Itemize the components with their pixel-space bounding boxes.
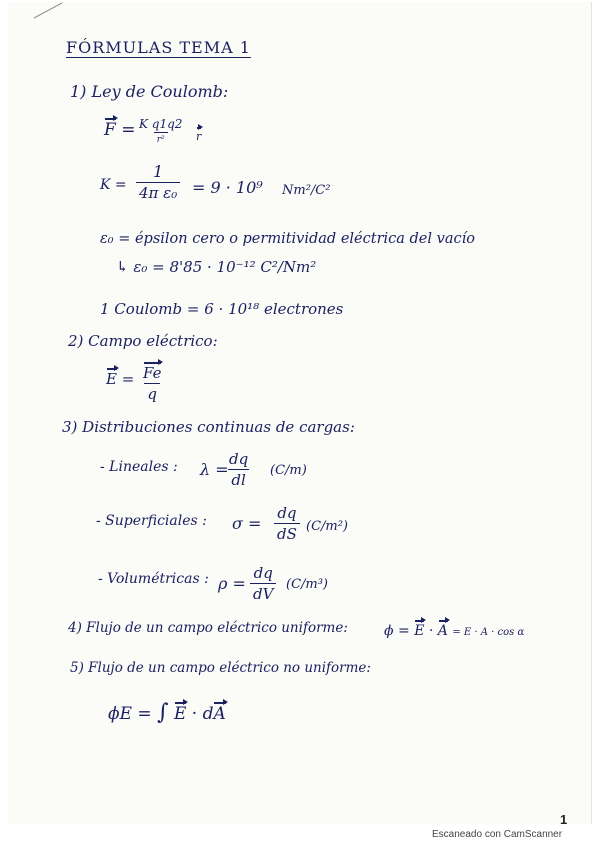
linear-lhs: λ = <box>200 460 229 479</box>
page-number: 1 <box>560 812 568 827</box>
section-5-heading: 5) Flujo de un campo eléctrico no uniforme: <box>70 660 371 676</box>
volume-denominator: dV <box>250 583 276 602</box>
epsilon-value: ↳ ε₀ = 8'85 · 10⁻¹² C²/Nm² <box>116 258 317 276</box>
linear-units: (C/m) <box>270 463 307 478</box>
epsilon-description: ε₀ = épsilon cero o permitividad eléctrica del vacío <box>100 231 475 247</box>
section-2-heading: 2) Campo eléctrico: <box>68 332 218 350</box>
field-fraction <box>140 366 164 402</box>
flux-e-lhs: ϕE = <box>108 704 152 724</box>
k-units: Nm²/C² <box>282 183 331 198</box>
surface-numerator: dq <box>277 504 297 522</box>
uniform-flux-formula: ϕ = E · A = E · A · cos α <box>384 623 525 639</box>
surface-units: (C/m²) <box>306 519 349 534</box>
section-1-heading: 1) Ley de Coulomb: <box>70 82 229 101</box>
page-title: FÓRMULAS TEMA 1 <box>66 38 251 57</box>
flux-rhs: = E · A · cos α <box>452 627 525 638</box>
area-vector: A <box>437 623 448 639</box>
k-denominator: 4π ε₀ <box>136 182 180 201</box>
coulomb-electrons: 1 Coulomb = 6 · 10¹⁸ electrones <box>100 300 344 318</box>
linear-denominator: dl <box>228 469 248 488</box>
volume-fraction <box>250 566 276 602</box>
section-4-heading: 4) Flujo de un campo eléctrico uniforme: <box>68 620 348 636</box>
linear-fraction <box>226 452 251 488</box>
surface-label: - Superficiales : <box>96 513 207 529</box>
area-vector-integrand: A <box>213 704 226 724</box>
k-value: = 9 · 10⁹ <box>192 178 263 197</box>
volume-numerator: dq <box>253 564 273 582</box>
coulomb-force-lhs: F = <box>104 120 136 140</box>
field-vector-symbol: E <box>106 370 117 388</box>
surface-lhs: σ = <box>232 514 262 533</box>
k-fraction <box>136 164 180 201</box>
field-numerator <box>140 366 164 383</box>
section-3-heading: 3) Distribuciones continuas de cargas: <box>62 418 355 436</box>
flux-lhs: ϕ = <box>384 623 410 639</box>
surface-denominator: dS <box>274 523 300 542</box>
field-vector-integrand: E <box>173 704 187 724</box>
field-lhs: E = <box>106 370 135 388</box>
k-lhs: K = <box>100 177 127 193</box>
k-numerator: 1 <box>153 162 164 181</box>
volume-lhs: ρ = <box>218 574 246 593</box>
volume-units: (C/m³) <box>286 577 329 592</box>
surface-fraction <box>274 506 300 542</box>
integral-sign: ∫ <box>157 700 169 725</box>
scanned-page <box>8 2 592 824</box>
coulomb-force-fraction <box>136 118 185 145</box>
volume-label: - Volumétricas : <box>98 571 209 587</box>
coulomb-force-numerator: K q1q2 <box>139 117 183 131</box>
coulomb-force-denominator: r² <box>154 132 168 145</box>
unit-vector-symbol: r <box>196 130 202 143</box>
force-vector-symbol: F <box>104 120 116 140</box>
linear-label: - Lineales : <box>100 459 178 475</box>
unit-vector-r <box>196 131 201 142</box>
electric-force-vector: Fe <box>143 364 162 382</box>
scanner-footer: Escaneado con CamScanner <box>432 829 563 840</box>
nonuniform-flux-formula: ϕE = ∫ E · dA <box>108 700 226 725</box>
field-denominator: q <box>144 383 160 402</box>
linear-numerator: dq <box>229 450 249 468</box>
field-vector: E <box>414 623 425 639</box>
